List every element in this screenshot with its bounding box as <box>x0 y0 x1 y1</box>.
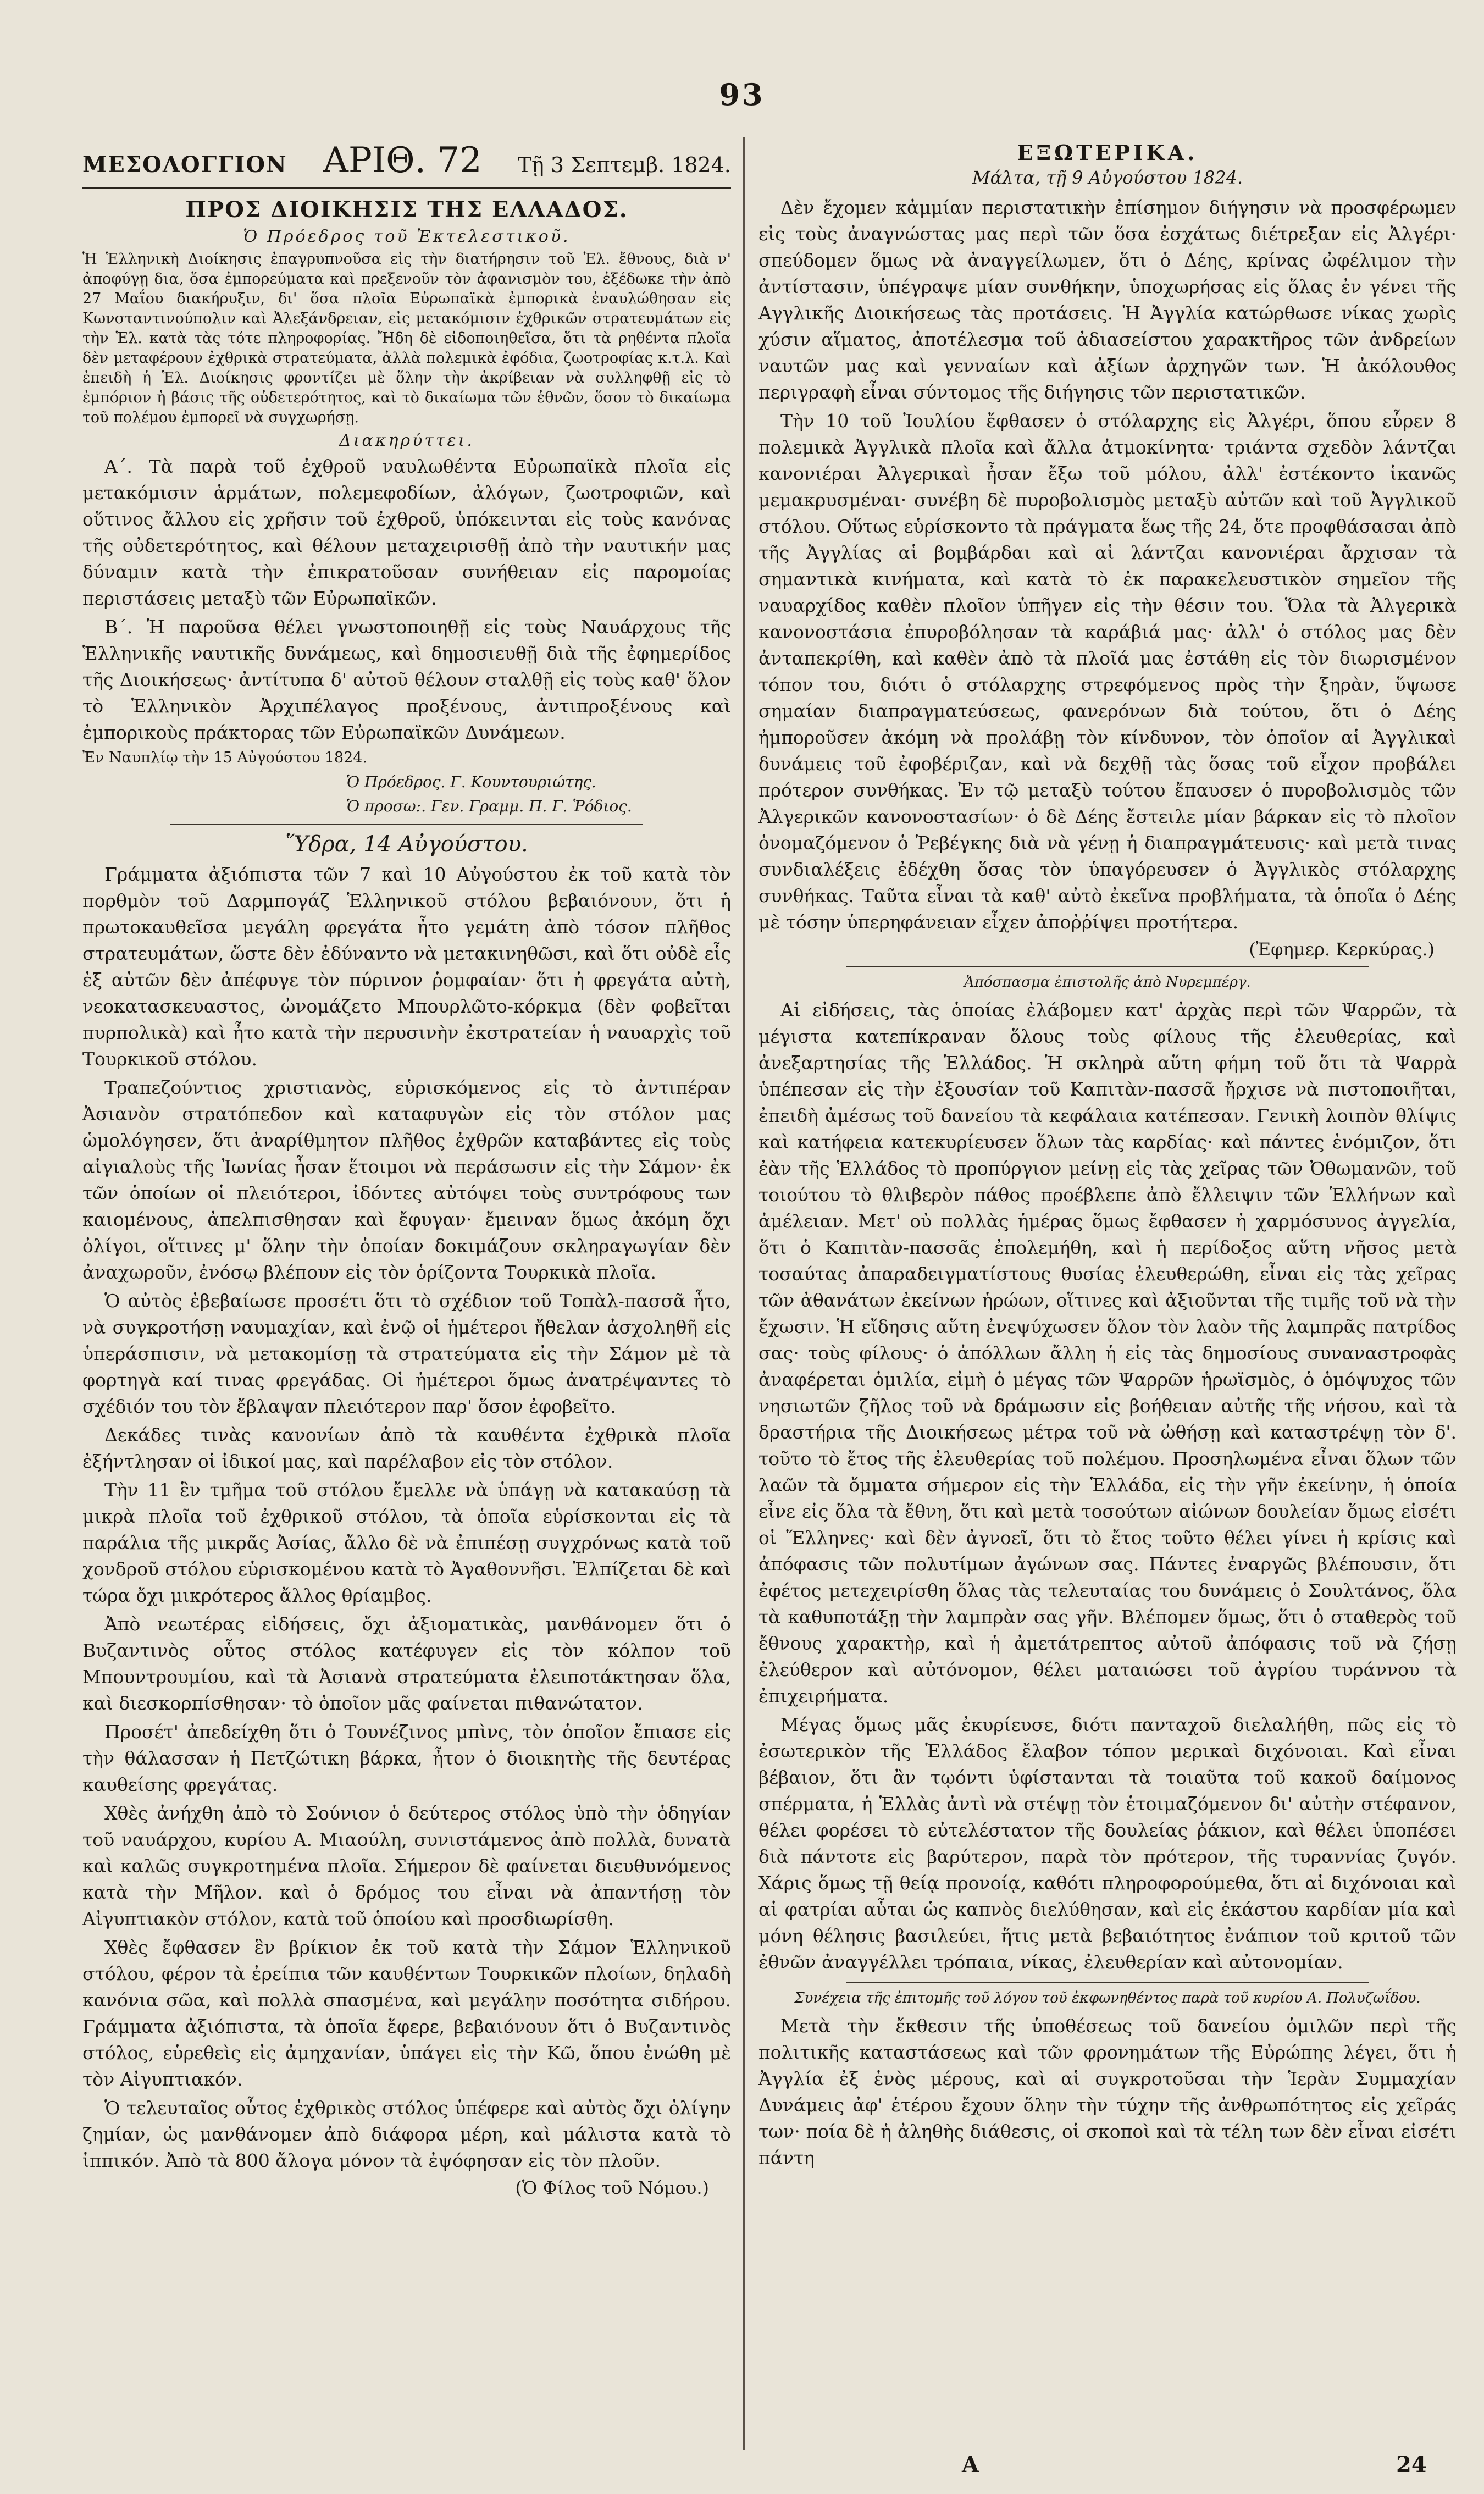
decree-heading: ΠΡΟΣ ΔΙΟΙΚΗΣΙΣ ΤΗΣ ΕΛΛΑΔΟΣ. <box>185 197 628 223</box>
speech-heading: Συνέχεια τῆς ἐπιτομῆς τοῦ λόγου τοῦ ἐκφωνηθέντος παρὰ τοῦ κυρίου Α. Πολυζωΐδου. <box>794 1990 1421 2006</box>
masthead-date: Τῇ 3 Σεπτεμβ. 1824. <box>517 153 731 177</box>
decree-article-2: Β΄. Ἡ παροῦσα θέλει γνωστοποιηθῇ εἰς τοὺς Ναυάρχους τῆς Ἑλληνικῆς ναυτικῆς δυνάμεως, καὶ δημοσιευθῇ διὰ τῆς ἐφημερίδος τῆς Διοικήσεως· ἀντίτυπα δ' αὐτοῦ θέλουν σταλθῇ εἰς τοὺς καθ' ὅλον τὸ Ἑλληνικὸν Ἀρχιπέλαγος προξένους, ἀντιπροξένους καὶ ἐμπορικοὺς πράκτορας τῶν Εὐρωπαϊκῶν Δυνάμεων. <box>82 616 731 743</box>
article-paragraph: Τραπεζούντιος χριστιανὸς, εὑρισκόμενος εἰς τὸ ἀντιπέραν Ἀσιανὸν στρατόπεδον καὶ καταφυγὼν εἰς τὸν στόλον μας ὡμολόγησεν, ὅτι ἀναρίθμητον πλῆθος ἐχθρῶν καταβάντες εἰς τοὺς αἰγιαλοὺς τῆς Ἰωνίας ἦσαν ἕτοιμοι νὰ περάσωσιν εἰς τὴν Σάμον· ἐκ τῶν ὁποίων οἱ πλειότεροι, ἰδόντες αὐτόψει τοὺς συντρόφους των καιομένους, ἀπελπισθησαν καὶ ἔφυγαν· ἔμειναν ὅμως ἀκόμη ὄχι ὀλίγοι, οἵτινες μ' ὅλην τὴν ὁποίαν δοκιμάζουν σκληραγωγίαν δὲν ἀναχωροῦν, ἐνόσῳ βλέπουν εἰς τὸν ὁρίζοντα Τουρκικὰ πλοῖα. <box>82 1077 731 1283</box>
decree-article-1: Α΄. Τὰ παρὰ τοῦ ἐχθροῦ ναυλωθέντα Εὐρωπαϊκὰ πλοῖα εἰς μετακόμισιν ἁρμάτων, πολεμεφοδίων, ἀλόγων, ζωοτροφιῶν, καὶ οὕτινος ἄλλου εἰς χρῆσιν τοῦ ἐχθροῦ, ὑπόκεινται εἰς τοὺς κανόνας τῆς οὐδετερότητος, καὶ θέλουν μεταχειρισθῇ ἀπὸ τὴν ναυτικήν μας δύναμιν κατὰ τὴν ἐπικρατοῦσαν συνήθειαν εἰς παρομοίας περιστάσεις μεταξὺ τῶν Εὐρωπαϊκῶν. <box>82 456 731 609</box>
article-paragraph: Ἀπὸ νεωτέρας εἰδήσεις, ὄχι ἀξιοματικὰς, μανθάνομεν ὅτι ὁ Βυζαντινὸς οὗτος στόλος κατέφυγεν εἰς τὸν κόλπον τοῦ Μπουντρουμίου, καὶ τὰ Ἀσιανὰ στρατεύματα ἐλειποτάκτησαν ὅλα, καὶ διεσκορπίσθησαν· τὸ ὁποῖον μᾶς φαίνεται πιθανώτατον. <box>82 1613 731 1714</box>
decree-declares: Διακηρύττει. <box>339 431 474 450</box>
source-attribution: (Ὁ Φίλος τοῦ Νόμου.) <box>515 2177 709 2198</box>
malta-dateline: Μάλτα, τῇ 9 Αὐγούστου 1824. <box>972 167 1243 188</box>
divider-rule <box>170 824 643 825</box>
letter-paragraph: Μέγας ὅμως μᾶς ἐκυρίευσε, διότι πανταχοῦ διελαλήθη, πῶς εἰς τὸ ἐσωτερικὸν τῆς Ἑλλάδος ἔλαβον τόπον μερικαὶ διχόνοιαι. Καὶ εἶναι βέβαιον, ὅτι ἂν τῳόντι ὑφίστανται τὰ τοιαῦτα τοῦ κακοῦ δαίμονος σπέρματα, ἡ Ἑλλὰς ἀντὶ νὰ στέψῃ τὸν ἑτοιμαζόμενον δι' αὐτὴν στέφανον, θέλει φορέσει τὸ εὐτελέστατον τῆς δουλείας ῥάκιον, καὶ θέλει ὑποπέσει διὰ πάντοτε εἰς βαρύτερον, παρὰ τὸν πρότερον, τῆς τυραννίας ζυγόν. Χάρις ὅμως τῇ θείᾳ προνοίᾳ, καθότι πληροφορούμεθα, ὅτι αἱ διχόνοιαι καὶ αἱ φατρίαι αὗται ὡς καπνὸς διελύθησαν, καὶ εἰς ἑκάστου καρδίαν μία καὶ μόνη θέλησις βασιλεύει, ἥτις μετὰ βεβαιότητος ἐνάπιον τοῦ κριτοῦ τῶν ἐθνῶν ἀναγγέλλει τρόπαια, νίκας, ἐλευθερίαν καὶ αὐτονομίαν. <box>758 1714 1457 1973</box>
article-paragraph: Τὴν 11 ἓν τμῆμα τοῦ στόλου ἔμελλε νὰ ὑπάγῃ νὰ κατακαύσῃ τὰ μικρὰ πλοῖα τοῦ ἐχθρικοῦ στόλου, τὰ ὁποῖα εὑρίσκονται εἰς τὰ παράλια τῆς μικρᾶς Ἀσίας, ἄλλο δὲ νὰ ἐπιπέσῃ συγχρόνως κατὰ τοῦ χονδροῦ στόλου εὑρισκομένου κατὰ τὸ Ἀγαθοννῆσι. Ἐλπίζεται δὲ καὶ τώρα ὄχι μικρότερος ἄλλος θρίαμβος. <box>82 1479 731 1606</box>
article-paragraph: Χθὲς ἀνήχθη ἀπὸ τὸ Σούνιον ὁ δεύτερος στόλος ὑπὸ τὴν ὁδηγίαν τοῦ ναυάρχου, κυρίου Α. Μιαούλη, συνιστάμενος ἀπὸ πολλὰ, δυνατὰ καὶ καλῶς συγκροτημένα πλοῖα. Σήμερον δὲ φαίνεται διευθυνόμενος κατὰ τὴν Μῆλον. καὶ ὁ δρόμος του εἶναι νὰ ἀπαντήσῃ τὸν Αἰγυπτιακὸν στόλον, κατὰ τοῦ ὁποίου καὶ προσδιωρίσθη. <box>82 1802 731 1929</box>
masthead-city: ΜΕΣΟΛΟΓΓΙΟΝ <box>82 152 287 178</box>
column-divider <box>743 137 745 2450</box>
letter-paragraph: Αἱ εἰδήσεις, τὰς ὁποίας ἐλάβομεν κατ' ἀρχὰς περὶ τῶν Ψαρρῶν, τὰ μέγιστα κατεπίκραναν ὅλους τοὺς φίλους τῆς ἐλευθερίας, καὶ ἀνεξαρτησίας τῆς Ἑλλάδος. Ἡ σκληρὰ αὕτη φήμη τοῦ ὅτι τὰ Ψαρρὰ ὑπέπεσαν εἰς τὴν ἐξουσίαν τοῦ Καπιτὰν-πασσᾶ ἤρχισε νὰ πιστοποιῆται, ἐπειδὴ ἀμέσως τοῦ δανείου τὰ κεφάλαια κατέπεσαν. Γενικὴ λοιπὸν θλίψις καὶ κατήφεια κατεκυρίευσεν ὅλων τὰς καρδίας· καὶ πάντες ἐνόμιζον, ὅτι ἐὰν τῆς Ἑλλάδος τὸ προπύργιον μείνῃ εἰς τὰς χεῖρας τῶν Ὀθωμανῶν, τοῦ τοιούτου τὸ θλιβερὸν πάθος προέβλεπε ἀπὸ ἔλλειψιν τῶν Ἑλλήνων καὶ ἀμέλειαν. Μετ' οὐ πολλὰς ἡμέρας ὅμως ἔφθασεν ἡ χαρμόσυνος ἀγγελία, ὅτι ὁ Καπιτὰν-πασσᾶς ἐπολεμήθη, καὶ ἡ περίδοξος αὕτη νῆσος μετὰ τοσαύτας ἀπαραδειγματίστους θυσίας ἐλευθερώθη, εἶναι εἰς τὰς χεῖρας τῶν ἀθανάτων ἐκείνων ἡρώων, οἵτινες καὶ ἀξιοῦνται τῆς τιμῆς τοῦ νὰ τὴν ἔχωσιν. Ἡ εἴδησις αὕτη ἐνεψύχωσεν ὅλον τὸν λαὸν τῆς λαμπρᾶς πατρίδος σας· τοὺς φίλους· ὁ ἀπόλλων ἄλλη ἡ εἰς τὰς δημοσίους συναναστροφὰς ἀναφέρεται ὁμιλία, εἰμὴ ὁ μέγας τῶν Ψαρρῶν ἡρωϊσμὸς, ὁ ὁμόψυχος τῶν νησιωτῶν ζῆλος τοῦ νὰ δράμωσιν εἰς βοήθειαν αὐτῆς τῆς νήσου, καὶ τὰ δραστήρια τῆς Διοικήσεως μέτρα τοῦ νὰ ὠθήσῃ καὶ καταστρέψῃ τὸν δ'. τοῦτο τὸ ἔτος τῆς ἐλευθερίας τοῦ πολέμου. Προσηλωμένα εἶναι ὅλων τῶν λαῶν τὰ ὄμματα σήμερον εἰς τὴν Ἑλλάδα, εἰς τὴν γῆν ἐκείνην, ἡ ὁποία εἶνε εἰς ὅλα τὰ ἔθνη, ὅτι καὶ μετὰ τοσούτων αἰώνων δουλείαν ὅμως εἰσέτι οἱ Ἕλληνες· καὶ δὲν ἀγνοεῖ, ὅτι τὸ ἔτος τοῦτο θέλει γίνει ἡ κρίσις καὶ ἀπόφασις τῶν πολυτίμων ἀγώνων σας. Πάντες ἐναργῶς βλέπουσιν, ὅτι ἐφέτος μετεχειρίσθη ὅλας τὰς τελευταίας του δυνάμεις ὁ Σουλτάνος, ὅλα τὰ καθυποτάξῃ τὴν λαμπρὰν σας γῆν. Βλέπομεν ὅμως, ὅτι ὁ σταθερὸς τοῦ ἔθνους χαρακτὴρ, καὶ ἡ ἀμετάτρεπτος αὐτοῦ ἀπόφασις τοῦ νὰ ζήσῃ ἐλεύθερον καὶ αὐτόνομον, θέλει ματαιώσει τοῦ ἀγρίου τυράννου τὰ ἐπιχειρήματα. <box>758 999 1457 1707</box>
divider-rule <box>846 1982 1369 1983</box>
masthead-issue: ΑΡΙΘ. 72 <box>323 140 482 181</box>
sheet-number: 24 <box>1396 2452 1427 2478</box>
signature-secretary: Ὁ προσω:. Γεν. Γραμμ. Π. Γ. Ῥόδιος. <box>346 797 632 815</box>
source-attribution: (Ἐφημερ. Κερκύρας.) <box>1249 939 1435 960</box>
speech-paragraph: Μετὰ τὴν ἔκθεσιν τῆς ὑποθέσεως τοῦ δανείου ὁμιλῶν περὶ τῆς πολιτικῆς καταστάσεως καὶ τῶν φρονημάτων τῆς Εὐρώπης λέγει, ὅτι ἡ Ἀγγλία ἐξ ἑνὸς μέρους, καὶ αἱ συγκροτοῦσαι τὴν Ἱερὰν Συμμαχίαν Δυνάμεις ἀφ' ἑτέρου ἔχουν ὅλην τὴν τύχην τῆς ἀνθρωπότητος εἰς χεῖράς των· ποία δὲ ἡ ἀληθὴς διάθεσις, οἱ σκοποὶ καὶ τὰ τέλη των δὲν εἶναι εἰσέτι πάντη <box>758 2015 1457 2169</box>
decree-preamble: Ἡ Ἑλληνικὴ Διοίκησις ἐπαγρυπνοῦσα εἰς τὴν διατήρησιν τοῦ Ἑλ. ἔθνους, διὰ ν' ἀποφύγῃ δια, ὅσα ἐμπορεύματα καὶ πρεξενοῦν τὸν ἀφανισμὸν του, ἐξέδωκε τὴν ἀπὸ 27 Μαΐου διακήρυξιν, δι' ὅσα πλοῖα Εὐρωπαϊκὰ ἐμπορικὰ ἐναυλώθησαν εἰς Κωνσταντινούπολιν καὶ Ἀλεξάνδρειαν, εἰς μετακόμισιν ἐχθρικῶν στρατευμάτων εἰς τὴν Ἑλ. κατὰ τὰς τότε πληροφορίας. Ἤδη δὲ εἰδοποιηθεῖσα, ὅτι τὰ ρηθέντα πλοῖα δὲν μεταφέρουν ἐχθρικὰ στρατεύματα, ἀλλὰ πολεμικὰ ἐφόδια, ζωοτροφίας κ.τ.λ. Καὶ ἐπειδὴ ἡ Ἑλ. Διοίκησις φροντίζει μὲ ὅλην τὴν ἀκρίβειαν νὰ συλληφθῇ εἰς τὸ ἐμπόριον ἡ βάσις τῆς οὐδετερότητος, καὶ τὸ δικαίωμα τῶν ἐθνῶν, ὅσον τὸ δικαίωμα τοῦ πολέμου ἐμπορεῖ νὰ συγχωρήσῃ. <box>82 251 731 426</box>
article-paragraph: Δὲν ἔχομεν κἀμμίαν περιστατικὴν ἐπίσημον διήγησιν νὰ προσφέρωμεν εἰς τοὺς ἀναγνώστας μας περὶ τῶν ὅσα ἐσχάτως διέτρεξαν εἰς Ἀλγέρι· σπεύδομεν ὅμως νὰ ἀναγγείλωμεν, ὅτι ὁ Δέης, κρίνας ὠφέλιμον τὴν ἀντίστασιν, ὑπέγραψε μίαν συνθήκην, ὑποχωρήσας εἰς ὅλας ἐν γένει τῆς Αγγλικῆς Διοικήσεως τὰς προτάσεις. Ἡ Ἀγγλία κατώρθωσε νίκας χωρὶς χύσιν αἵματος, ἀποτέλεσμα τοῦ ἀδιασείστου χαρακτῆρος τῶν ἀνδρείων ναυτῶν μας καὶ γενναίων καὶ ἀξίων ἀρχηγῶν των. Ἡ ἀκόλουθος περιγραφὴ εἶναι σύντομος τῆς διήγησις τῶν περιστατικῶν. <box>758 197 1457 403</box>
right-column <box>758 140 1457 2450</box>
divider-rule <box>846 966 1369 967</box>
letter-heading: Ἀπόσπασμα ἐπιστολῆς ἀπὸ Νυρεμπέργ. <box>964 974 1251 991</box>
left-column <box>82 140 731 2450</box>
signature-president: Ὁ Πρόεδρος. Γ. Κουντουριώτης. <box>346 773 596 791</box>
hydra-dateline: Ὕδρα, 14 Αὐγούστου. <box>285 832 528 857</box>
decree-subheading: Ὁ Πρόεδρος τοῦ Ἐκτελεστικοῦ. <box>243 227 571 246</box>
article-paragraph: Ὁ τελευταῖος οὗτος ἐχθρικὸς στόλος ὑπέφερε καὶ αὐτὸς ὄχι ὀλίγην ζημίαν, ὡς μανθάνομεν ἀπὸ διάφορα μέρη, καὶ μάλιστα κατὰ τὸ ἱππικόν. Ἀπὸ τὰ 800 ἄλογα μόνον τὰ ἐψόφησαν εἰς τὸν πλοῦν. <box>82 2097 731 2171</box>
masthead <box>82 140 731 189</box>
article-paragraph: Ὁ αὐτὸς ἐβεβαίωσε προσέτι ὅτι τὸ σχέδιον τοῦ Τοπὰλ-πασσᾶ ἦτο, νὰ συγκροτήσῃ ναυμαχίαν, καὶ ἐνῷ οἱ ἡμέτεροι ἤθελαν ἀσχοληθῆ εἰς ὑπεράσπισιν, νὰ μετακομίσῃ τὰ στρατεύματα εἰς τὴν Σάμον μὲ τὰ φορτηγὰ καί τινας φρεγάδας. Οἱ ἡμέτεροι ὅμως ἀνατρέψαντες τὸ σχέδιόν του τὸν ἔβλαψαν πλειότερον παρ' ὅσον ἐφοβεῖτο. <box>82 1290 731 1417</box>
signature-mark: A <box>962 2452 979 2478</box>
page-number: 93 <box>719 77 765 112</box>
article-paragraph: Γράμματα ἀξιόπιστα τῶν 7 καὶ 10 Αὐγούστου ἐκ τοῦ κατὰ τὸν πορθμὸν τοῦ Δαρμπογάζ Ἑλληνικοῦ στόλου βεβαιόνουν, ὅτι ἡ πρωτοκαυθεῖσα μεγάλη φρεγάτα ἦτο γεμάτη ἀπὸ τόσον πλῆθος στρατευμάτων, ὥστε δὲν ἐδύναντο νὰ μετακινηθῶσι, καὶ ὅτι οὐδὲ εἷς ἐξ αὐτῶν δὲν ἀπέφυγε τὸν πύρινον ῥομφαίαν· ὅτι ἡ φρεγάτα αὐτὴ, νεοκατασκευαστος, ὠνομάζετο Μπουρλῶτο-κόρκμα (δὲν φοβεῖται πυρπολικὰ) καὶ ἦτο κατὰ τὴν περυσινὴν ἐκστρατείαν ἡ ναυαρχὶς τοῦ Τουρκικοῦ στόλου. <box>82 864 731 1070</box>
article-paragraph: Χθὲς ἔφθασεν ἓν βρίκιον ἐκ τοῦ κατὰ τὴν Σάμον Ἑλληνικοῦ στόλου, φέρον τὰ ἐρείπια τῶν καυθέντων Τουρκικῶν πλοίων, δηλαδὴ κανόνια σῶα, καὶ πολλὰ σπασμένα, καὶ μεγάλην ποσότητα σιδήρου. Γράμματα ἀξιόπιστα, τὰ ὁποῖα ἔφερε, βεβαιόνουν ὅτι ὁ Βυζαντινὸς στόλος, εὑρεθεὶς εἰς ἀμηχανίαν, ὑπάγει εἰς τὴν Κῶ, ὅπου ἐνώθη μὲ τὸν Αἰγυπτιακόν. <box>82 1937 731 2090</box>
article-paragraph: Δεκάδες τινὰς κανονίων ἀπὸ τὰ καυθέντα ἐχθρικὰ πλοῖα ἐξήντλησαν οἱ ἰδικοί μας, καὶ παρέλαβον εἰς τὸν στόλον. <box>82 1424 731 1472</box>
article-paragraph: Τὴν 10 τοῦ Ἰουλίου ἔφθασεν ὁ στόλαρχης εἰς Ἀλγέρι, ὅπου εὗρεν 8 πολεμικὰ Ἀγγλικὰ πλοῖα καὶ ἄλλα ἀτμοκίνητα· τριάντα σχεδὸν λάντζαι κανονιέραι Ἀλγερικαὶ ἦσαν ἔξω τοῦ μόλου, ἀλλ' ἐστέκοντο ἱκανῶς μεμακρυσμέναι· συνέβη δὲ πυροβολισμὸς μεταξὺ αὐτῶν καὶ τοῦ Ἀγγλικοῦ στόλου. Οὕτως εὑρίσκοντο τὰ πράγματα ἕως τῆς 24, ὅτε προφθάσασαι ἀπὸ τῆς Ἀγγλίας αἱ βομβάρδαι καὶ αἱ λάντζαι κανονιέραι ἄρχισαν τὰ σημαντικὰ κινήματα, καὶ κατὰ τὸ ἐκ παρακελευστικὸν σημεῖον τῆς ναυαρχίδος καθὲν πλοῖον ὑπῆγεν εἰς τὴν θέσιν του. Ὅλα τὰ Ἀλγερικὰ κανονοστάσια ἐπυροβόλησαν τὰ καράβιά μας· ἀλλ' ὁ στόλος μας δὲν ἀνταπεκρίθη, καὶ καθὲν ἀπὸ τὰ πλοῖά μας ἐστάθη εἰς τὸν διωρισμένον τόπον του, διότι ὁ στόλαρχης στρεφόμενος πρὸς τὴν ξηρὰν, ὕψωσε σημαίαν διαπραγματεύσεως, φανερόνων διὰ τούτου, ὅτι ὁ Δέης ἠμποροῦσεν ἀκόμη νὰ προλάβῃ τὸν κίνδυνον, τὸν ὁποῖον αἱ Ἀγγλικαὶ δυνάμεις τοῦ ἐφοβέριζαν, καὶ νὰ δεχθῇ τὰς ὅσας τοῦ εἶχον προβάλει πρότερον συνθήκας. Ἐν τῷ μεταξὺ τούτου ἔπαυσεν ὁ πυροβολισμὸς τῶν Ἀλγερικῶν κανονοστασίων· ὁ δὲ Δέης ἔστειλε μίαν βάρκαν εἰς τὸ πλοῖον ὀνομαζόμενον ὁ Ῥεβέγκης διὰ νὰ γένῃ ἡ διαπραγμάτευσις· καὶ μετὰ τινας συνδιαλέξεις ἐδέχθη ὅσας τὸν ὑπαγόρευσεν ὁ Ἀγγλικὸς στόλαρχης συνθήκας. Ταῦτα εἶναι τὰ καθ' αὐτὸ ἐκεῖνα προβλήματα, τὰ ὁποῖα ὁ Δέης μὲ τόσην ὑπερηφάνειαν εἶχεν ἀποῤῥίψει προτήτερα. <box>758 410 1457 933</box>
decree-place-date: Ἐν Ναυπλίῳ τὴν 15 Αὐγούστου 1824. <box>82 749 368 766</box>
foreign-news-title: ΕΞΩΤΕΡΙΚΑ. <box>1017 140 1198 165</box>
article-paragraph: Προσέτ' ἀπεδείχθη ὅτι ὁ Τουνέζινος μπὶνς, τὸν ὁποῖον ἔπιασε εἰς τὴν θάλασσαν ἡ Πετζώτικη βάρκα, ἦτον ὁ διοικητὴς τῆς δευτέρας καυθείσης φρεγάτας. <box>82 1721 731 1795</box>
